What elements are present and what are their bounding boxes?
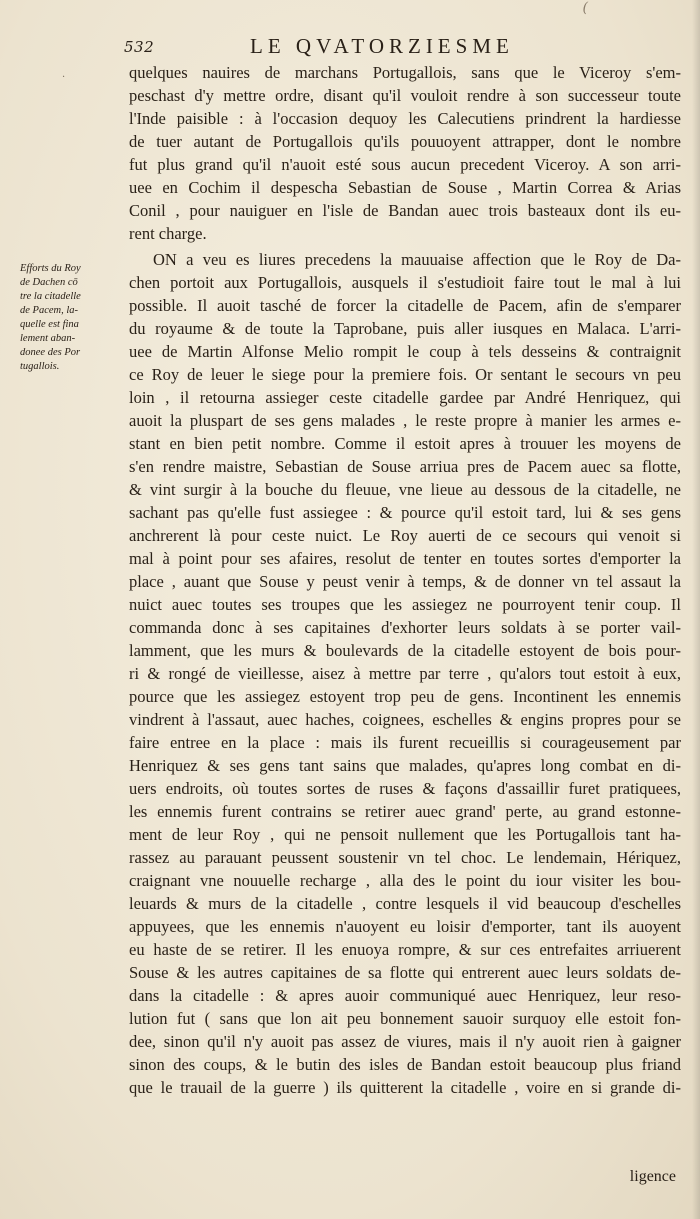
text-line: ri & rongé de vieillesse, aisez à mettre par terre , qu'alors tout estoit à eux, — [129, 664, 681, 683]
text-line: commanda donc à ses capitaines d'exhorter leurs soldats à se porter vail- — [129, 618, 681, 637]
running-title: LE QVATORZIESME — [250, 34, 514, 58]
text-line: rassez au parauant peussent soustenir vn tel choc. Le lendemain, Hériquez, — [129, 848, 681, 867]
text-line: sinon des coups, & le butin des isles de Bandan estoit beaucoup plus friand — [129, 1055, 681, 1074]
text-line: auoit la pluspart de ses gens malades , le reste propre à manier les armes e- — [129, 411, 681, 430]
marginal-note-line: de Dachen cō — [20, 277, 78, 288]
text-line: dans la citadelle : & apres auoir communiqué auec Henriquez, leur reso- — [129, 986, 681, 1005]
text-line: sachant pas qu'elle fust assiegee : & pource qu'il estoit tard, lui & ses gens — [129, 503, 681, 522]
text-line: Conil , pour nauiguer en l'isle de Bandan auec trois basteaux dont ils eu- — [129, 201, 681, 220]
text-line: eu haste de se retirer. Il les enuoya rompre, & sur ces entrefaites arriuerent — [129, 940, 681, 959]
marginal-note-line: Efforts du Roy — [20, 263, 81, 274]
text-line: de tuer autant de Portugallois qu'ils pouuoyent attrapper, dont le nombre — [129, 132, 681, 151]
marginal-note-line: lement aban- — [20, 333, 76, 344]
text-line: mal à point pour ses afaires, resolut de tenter en toutes sortes d'emporter la — [129, 549, 681, 568]
text-line: craignant vne nouuelle recharge , alla des le point du iour visiter les bou- — [129, 871, 681, 890]
text-line: chen portoit aux Portugallois, ausquels il s'estudioit faire tout le mal à lui — [129, 273, 681, 292]
marginal-note-line: de Pacem, la- — [20, 305, 79, 316]
text-line: uee de Martin Alfonse Melio rompit le coup à tels desseins & contraignit — [129, 342, 681, 361]
text-line: vindrent à l'assaut, auec haches, coignees, eschelles & engins propres pour se — [129, 710, 681, 729]
text-line: fut plus grand qu'il n'auoit esté sous aucun precedent Viceroy. A son arri- — [129, 155, 681, 174]
text-line: du royaume & de toute la Taprobane, puis aller iusques en Malaca. L'arri- — [129, 319, 681, 338]
margin-mark: · — [62, 72, 66, 83]
corner-mark: ( — [582, 0, 588, 16]
text-line: lamment, que les murs & boulevards de la citadelle estoyent de bois pour- — [129, 641, 681, 660]
text-line: ment de leur Roy , qui ne pensoit nullement que les Portugallois tant ha- — [129, 825, 681, 844]
text-line: les ennemis furent contrains se retirer auec grand' perte, au grand estonne- — [129, 802, 681, 821]
text-line: lution fut ( sans que lon ait peu bonnement sauoir surquoy elle estoit fon- — [129, 1009, 681, 1028]
text-line: uers endroits, où toutes sortes de ruses & façons d'assaillir furet pratiquees, — [129, 779, 681, 798]
page-number: 532 — [124, 38, 155, 56]
text-line: & vint surgir à la bouche du fleuue, vne lieue au dessous de la citadelle, ne — [129, 480, 681, 499]
text-line: stant en bien petit nombre. Comme il estoit apres à trouuer les moyens de — [129, 434, 681, 453]
marginal-note-line: donee des Por — [20, 347, 81, 358]
text-line: nuict auec toutes ses troupes que les assiegez ne pourroyent tenir coup. Il — [129, 595, 681, 614]
text-line: appuyees, que les ennemis n'auoyent eu loisir d'emporter, tant ils auoyent — [129, 917, 681, 936]
text-line: uee en Cochim il despescha Sebastian de Souse , Martin Correa & Arias — [129, 178, 681, 197]
text-line: faire entree en la place : mais ils furent recueillis si courageusement par — [129, 733, 681, 752]
text-line: l'Inde paisible : à l'occasion dequoy les Calecutiens prindrent la hardiesse — [129, 109, 681, 128]
text-line: pource que les assiegez estoyent trop peu de gens. Incontinent les ennemis — [129, 687, 681, 706]
text-line: place , auant que Souse y peust venir à temps, & de donner vn tel assaut la — [129, 572, 681, 591]
text-line: leuards & murs de la citadelle , contre lesquels il vid beaucoup d'eschelles — [129, 894, 681, 913]
text-line: anchrerent là pour ceste nuict. Le Roy auerti de ce secours qui venoit si — [129, 526, 681, 545]
text-line: possible. Il auoit tasché de forcer la citadelle de Pacem, afin de s'emparer — [129, 296, 681, 315]
text-line: peschast d'y mettre ordre, disant qu'il vouloit rendre à son successeur toute — [129, 86, 681, 105]
marginal-note-line: quelle est fina — [20, 319, 79, 330]
text-line: Henriquez & ses gens tant sains que malades, qu'apres long combat en di- — [129, 756, 681, 775]
text-line: rent charge. — [129, 224, 207, 243]
marginal-note-line: tugallois. — [20, 361, 60, 372]
text-line: ce Roy de leuer le siege pour la premiere fois. Or sentant le secours vn peu — [129, 365, 681, 384]
text-line: que le trauail de la guerre ) ils quitterent la citadelle , voire en si grande di- — [129, 1078, 681, 1097]
text-line: quelques nauires de marchans Portugallois, sans que le Viceroy s'em- — [129, 63, 681, 82]
catchword: ligence — [629, 1168, 676, 1185]
text-line: Souse & les autres capitaines de sa flotte qui entrerent auec leurs soldats de- — [129, 963, 681, 982]
text-line: loin , il retourna assieger ceste citadelle gardee par André Henriquez, qui — [129, 388, 681, 407]
marginal-note-line: tre la citadelle — [20, 291, 81, 302]
text-line: s'en rendre maistre, Sebastian de Souse arriua pres de Pacem auec sa flotte, — [129, 457, 681, 476]
text-line: dee, sinon qu'il n'y auoit pas assez de viures, mais il n'y auoit rien à gaigner — [129, 1032, 681, 1051]
paragraph-start-line: ON a veu es liures precedens la mauuaise affection que le Roy de Da- — [153, 250, 681, 269]
